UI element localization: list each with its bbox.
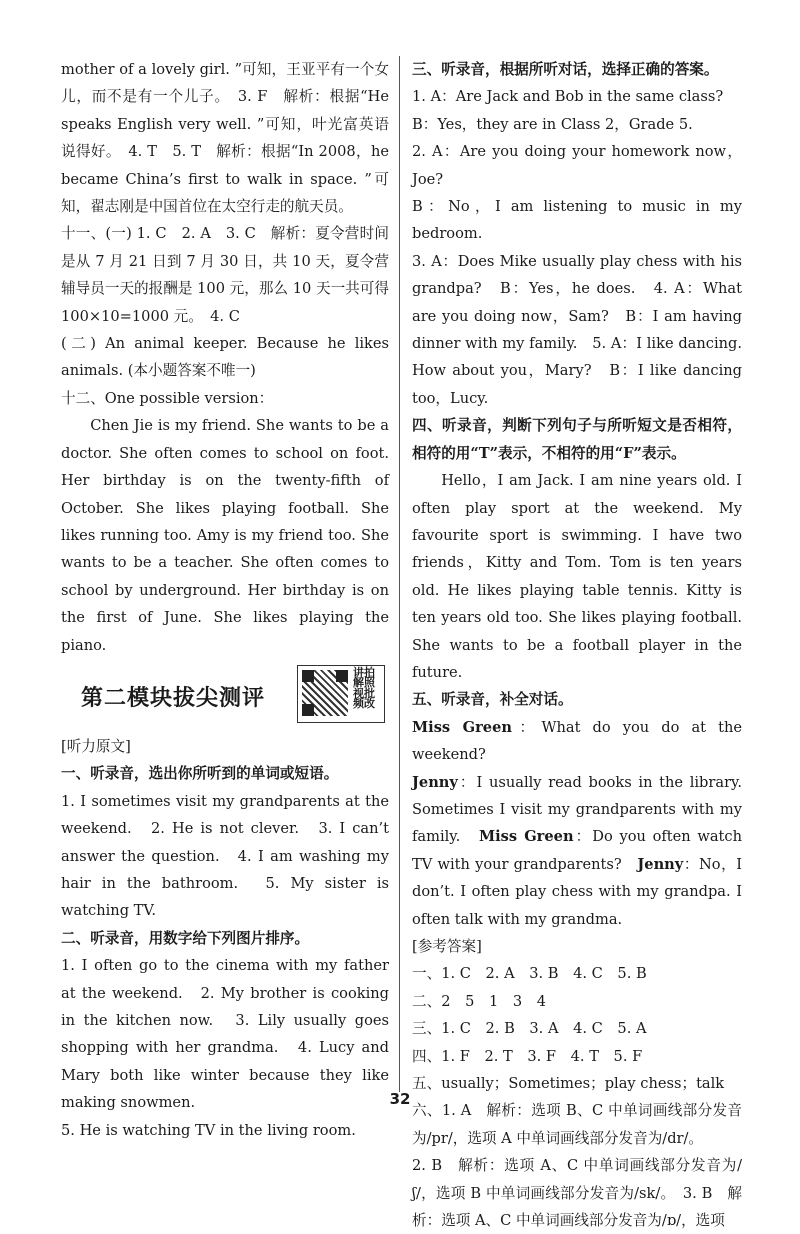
answer-paragraph: mother of a lovely girl. ”可知，王亚平有一个女儿，而不是有一个儿子。 3. F 解析：根据“He speaks English very well. ”可知，叶光富英语说得好。 4. T 5. T 解析：根据“In 2008，he became China’s first to walk in space. ”可知，翟志刚是中国首位在太空行走的航天员。 <box>61 61 389 216</box>
left-column <box>61 56 389 1144</box>
dialogue-line: B：Yes，they are in Class 2，Grade 5. <box>412 115 693 133</box>
answer-line: 四、1. F 2. T 3. F 4. T 5. F <box>412 1047 643 1065</box>
speaker-name: Jenny <box>637 855 684 873</box>
answer-line: 三、1. C 2. B 3. A 4. C 5. A <box>412 1020 647 1038</box>
answer-line: 五、usually；Sometimes；play chess；talk <box>412 1075 725 1093</box>
part4-header: 四、听录音，判断下列句子与所听短文是否相符，相符的用“T”表示，不相符的用“F”表示。 <box>412 417 742 462</box>
part2-header: 二、听录音，用数字给下列图片排序。 <box>61 929 310 947</box>
speech: ：No，I don’t. I often play chess with my grandpa. I often talk with my grandma. <box>412 855 742 928</box>
part2-text: 1. I often go to the cinema with my father at the weekend. 2. My brother is cooking in the kitchen now. 3. Lily usually goes shopping with her grandma. 4. Lucy and Mary both like winter because they like making snowmen. <box>61 957 389 1112</box>
section-title: 第二模块拔尖测评 <box>81 685 266 711</box>
speaker-name: Miss Green <box>412 718 512 736</box>
script-header: [听力原文] <box>61 737 131 755</box>
page-number: 32 <box>389 1090 411 1108</box>
dialogue-line: 2. A：Are you doing your homework now，Joe? <box>412 143 742 188</box>
speech: ：I usually read books in the library. Sometimes I visit my grandparents with my family. <box>412 773 742 846</box>
speaker-name: Miss Green <box>478 828 574 846</box>
part1-text: 1. I sometimes visit my grandparents at the weekend. 2. He is not clever. 3. I can’t answer the question. 4. I am washing my hair in the bathroom. 5. My sister is watching TV. <box>61 792 389 920</box>
column-divider <box>399 56 400 1092</box>
speech: ：Do you often watch TV with your grandparents? <box>412 828 742 873</box>
speaker-name: Jenny <box>412 773 458 791</box>
answer-line: 六、1. A 解析：选项 B、C 中单词画线部分发音为/pr/，选项 A 中单词画线部分发音为/dr/。 <box>412 1102 742 1147</box>
answer-paragraph: 十一、(一) 1. C 2. A 3. C 解析：夏令营时间是从 7 月 21 日到 7 月 30 日，共 10 天，夏令营辅导员一天的报酬是 100 元，那么 10 天一共可得 100×10=1000 元。 4. C <box>61 225 389 325</box>
qr-code-box <box>297 665 385 723</box>
dialogue-line: 1. A：Are Jack and Bob in the same class? <box>412 88 724 106</box>
part1-header: 一、听录音，选出你所听到的单词或短语。 <box>61 765 339 783</box>
answer-paragraph: (二) An animal keeper. Because he likes animals. (本小题答案不唯一) <box>61 335 389 380</box>
part5-dialogue <box>412 769 742 933</box>
part3-header: 三、听录音，根据所听对话，选择正确的答案。 <box>412 61 719 78</box>
answers-header: [参考答案] <box>412 938 482 955</box>
speech: ：What do you do at the weekend? <box>412 718 743 764</box>
answer-paragraph: 十二、One possible version： <box>61 389 274 407</box>
part4-text: Hello，I am Jack. I am nine years old. I often play sport at the weekend. My favourite sport is swimming. I have two friends，Kitty and Tom. Tom is ten years old. He likes playing table tennis. Kitty is ten years old too. She likes playing football. She wants to be a football player in the future. <box>412 472 742 681</box>
part5-dialogue <box>412 714 742 769</box>
qr-code-icon <box>302 670 348 716</box>
right-column <box>412 56 742 1234</box>
part2-last: 5. He is watching TV in the living room. <box>61 1121 356 1139</box>
dialogue-line: 3. A：Does Mike usually play chess with his grandpa? B：Yes，he does. 4. A：What are you doing now，Sam? B：I am having dinner with my family. 5. A：I like dancing. How about you，Mary? B：I like dancing too，Lucy. <box>412 252 742 407</box>
sample-essay: Chen Jie is my friend. She wants to be a doctor. She often comes to school on foot. Her birthday is on the twenty-fifth of October. She likes playing football. She likes running too. Amy is my friend too. She wants to be a teacher. She often comes to school by underground. Her birthday is on the first of June. She likes playing the piano. <box>61 417 389 654</box>
part5-header: 五、听录音，补全对话。 <box>412 691 573 709</box>
dialogue-line: B：No，I am listening to music in my bedroom. <box>412 198 742 243</box>
answer-line: 2. B 解析：选项 A、C 中单词画线部分发音为/ʃ/，选项 B 中单词画线部分发音为/sk/。 3. B 解析：选项 A、C 中单词画线部分发音为/ɒ/，选项 <box>412 1157 742 1230</box>
section-header <box>61 663 389 729</box>
qr-caption: 讲拍解照视批频改 <box>353 665 375 711</box>
answer-line: 二、2 5 1 3 4 <box>412 992 546 1010</box>
answer-line: 一、1. C 2. A 3. B 4. C 5. B <box>412 965 647 983</box>
